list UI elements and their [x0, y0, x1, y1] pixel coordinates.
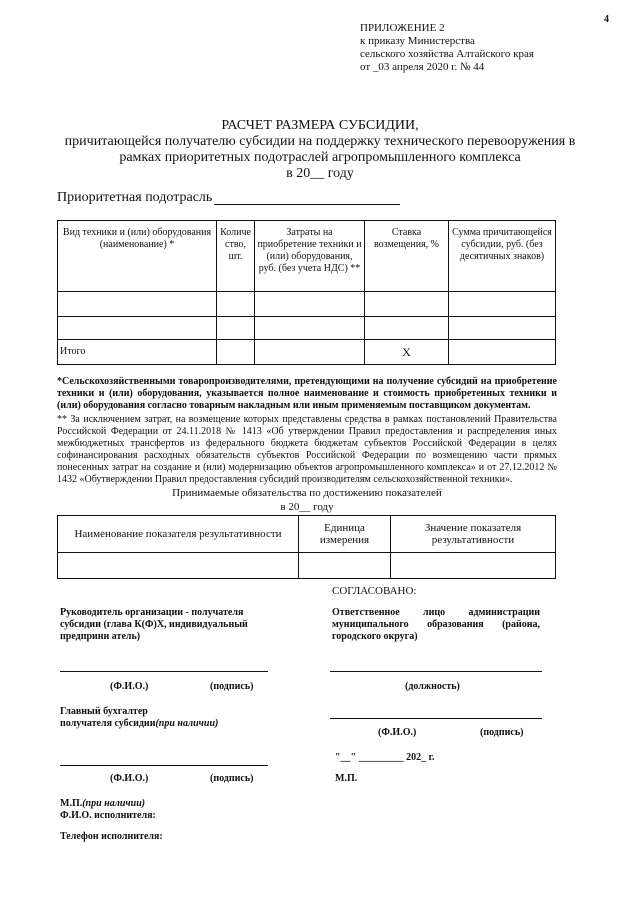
cell[interactable] — [58, 553, 299, 579]
stamp-label: М.П. — [335, 773, 358, 784]
total-rate: X — [365, 340, 449, 365]
column-header: Сумма причитающейся субсидии, руб. (без десятичных знаков) — [449, 221, 556, 292]
column-header: Количе ство, шт. — [217, 221, 255, 292]
appendix-title: ПРИЛОЖЕНИЕ 2 — [360, 22, 445, 34]
appendix-line: к приказу Министерства — [360, 35, 475, 47]
cell[interactable] — [255, 317, 365, 340]
column-header: Затраты на приобретение техники и (или) оборудования, руб. (без учета НДС) ** — [255, 221, 365, 292]
cell[interactable] — [365, 292, 449, 317]
accountant-line2 — [60, 718, 218, 730]
signature-line[interactable] — [330, 671, 542, 672]
total-label: Итого — [58, 340, 217, 365]
cell[interactable] — [217, 340, 255, 365]
stamp-line — [60, 798, 145, 810]
title-line: РАСЧЕТ РАЗМЕРА СУБСИДИИ, — [221, 118, 419, 133]
signature-line[interactable] — [60, 765, 268, 766]
table-header-row — [58, 516, 556, 553]
subsector-label: Приоритетная подотрасль — [57, 190, 213, 205]
sign-caption: (подпись) — [210, 681, 254, 692]
agreed-label: СОГЛАСОВАНО: — [332, 585, 417, 597]
cell[interactable] — [299, 553, 391, 579]
column-header: Единица измерения — [299, 516, 391, 553]
appendix-block — [360, 22, 534, 74]
stamp-note: (при наличии) — [82, 798, 146, 809]
phone-label: Телефон исполнителя: — [60, 831, 163, 842]
document-title — [40, 118, 600, 182]
cell[interactable] — [217, 317, 255, 340]
indicators-table — [57, 515, 556, 579]
obligations-title: Принимаемые обязательства по достижению показателей — [172, 487, 442, 499]
subsidy-table — [57, 220, 556, 365]
cell[interactable] — [449, 292, 556, 317]
cell[interactable] — [449, 317, 556, 340]
total-row — [58, 340, 556, 365]
position-caption: (должность) — [405, 681, 460, 692]
title-line: в 20__ году — [286, 166, 354, 181]
footnote-1: *Сельскохозяйственными товаропроизводителями, претендующими на получение субсидий на приобретение техники и (или) оборудования, указывается полное наименование и стоимость приобретенных техники и (или) оборудования согласно товарным накладным или иным применяемым поставщиком документам. — [57, 376, 557, 411]
executor-label: Ф.И.О. исполнителя: — [60, 810, 156, 821]
accountant-label: Главный бухгалтер — [60, 706, 148, 717]
page-number: 4 — [604, 14, 609, 25]
head-label: Руководитель организации - получателя субсидии (глава К(Ф)Х, индивидуальный предприни атель) — [60, 607, 248, 642]
fio-caption: (Ф.И.О.) — [378, 727, 417, 738]
cell[interactable] — [449, 340, 556, 365]
cell[interactable] — [255, 340, 365, 365]
cell[interactable] — [58, 292, 217, 317]
table-header-row — [58, 221, 556, 292]
cell[interactable] — [255, 292, 365, 317]
cell[interactable] — [365, 317, 449, 340]
title-line: рамках приоритетных подотраслей агропромышленного комплекса — [119, 150, 521, 165]
signature-line[interactable] — [60, 671, 268, 672]
column-header: Ставка возмещения, % — [365, 221, 449, 292]
subsector-field[interactable] — [214, 204, 400, 205]
cell[interactable] — [391, 553, 556, 579]
official-label: Ответственное лицо администрации муниципального образования (района, городского округа) — [332, 607, 540, 642]
table-row — [58, 553, 556, 579]
appendix-line: сельского хозяйства Алтайского края — [360, 48, 534, 60]
appendix-line: от _03 апреля 2020 г. № 44 — [360, 61, 485, 73]
fio-caption: (Ф.И.О.) — [110, 681, 149, 692]
column-header: Вид техники и (или) оборудования (наименование) * — [58, 221, 217, 292]
cell[interactable] — [58, 317, 217, 340]
cell[interactable] — [217, 292, 255, 317]
stamp-label: М.П. — [60, 798, 83, 809]
date-field[interactable]: "__" _________ 202_ г. — [335, 752, 435, 763]
column-header: Наименование показателя результативности — [58, 516, 299, 553]
accountant-label: получателя субсидии — [60, 718, 156, 729]
accountant-note: (при наличии) — [155, 718, 219, 729]
sign-caption: (подпись) — [210, 773, 254, 784]
table-row — [58, 317, 556, 340]
obligations-year: в 20__ году — [280, 501, 334, 513]
table-row — [58, 292, 556, 317]
footnote-2: ** За исключением затрат, на возмещение которых представлены средства в рамках постановлений Правительства Российской Федерации от 24.11.2018 № 1413 «Об утверждении Правил предоставления и распределения иных межбюджетных трансфертов из федерального бюджета бюджетам субъектов Российской Федерации в целях софинансирования расходных обязательств субъектов Российской Федерации по возмещению части прямых понесенных затрат на создание и (или) модернизацию объектов агропромышленного комплекса» и от 27.12.2012 № 1432 «Обутверждении Правил предоставления субсидий производителям сельскохозяйственной техники». — [57, 414, 557, 485]
fio-caption: (Ф.И.О.) — [110, 773, 149, 784]
sign-caption: (подпись) — [480, 727, 524, 738]
column-header: Значение показателя результативности — [391, 516, 556, 553]
signature-line[interactable] — [330, 718, 542, 719]
title-line: причитающейся получателю субсидии на поддержку технического перевооружения в — [64, 134, 576, 149]
